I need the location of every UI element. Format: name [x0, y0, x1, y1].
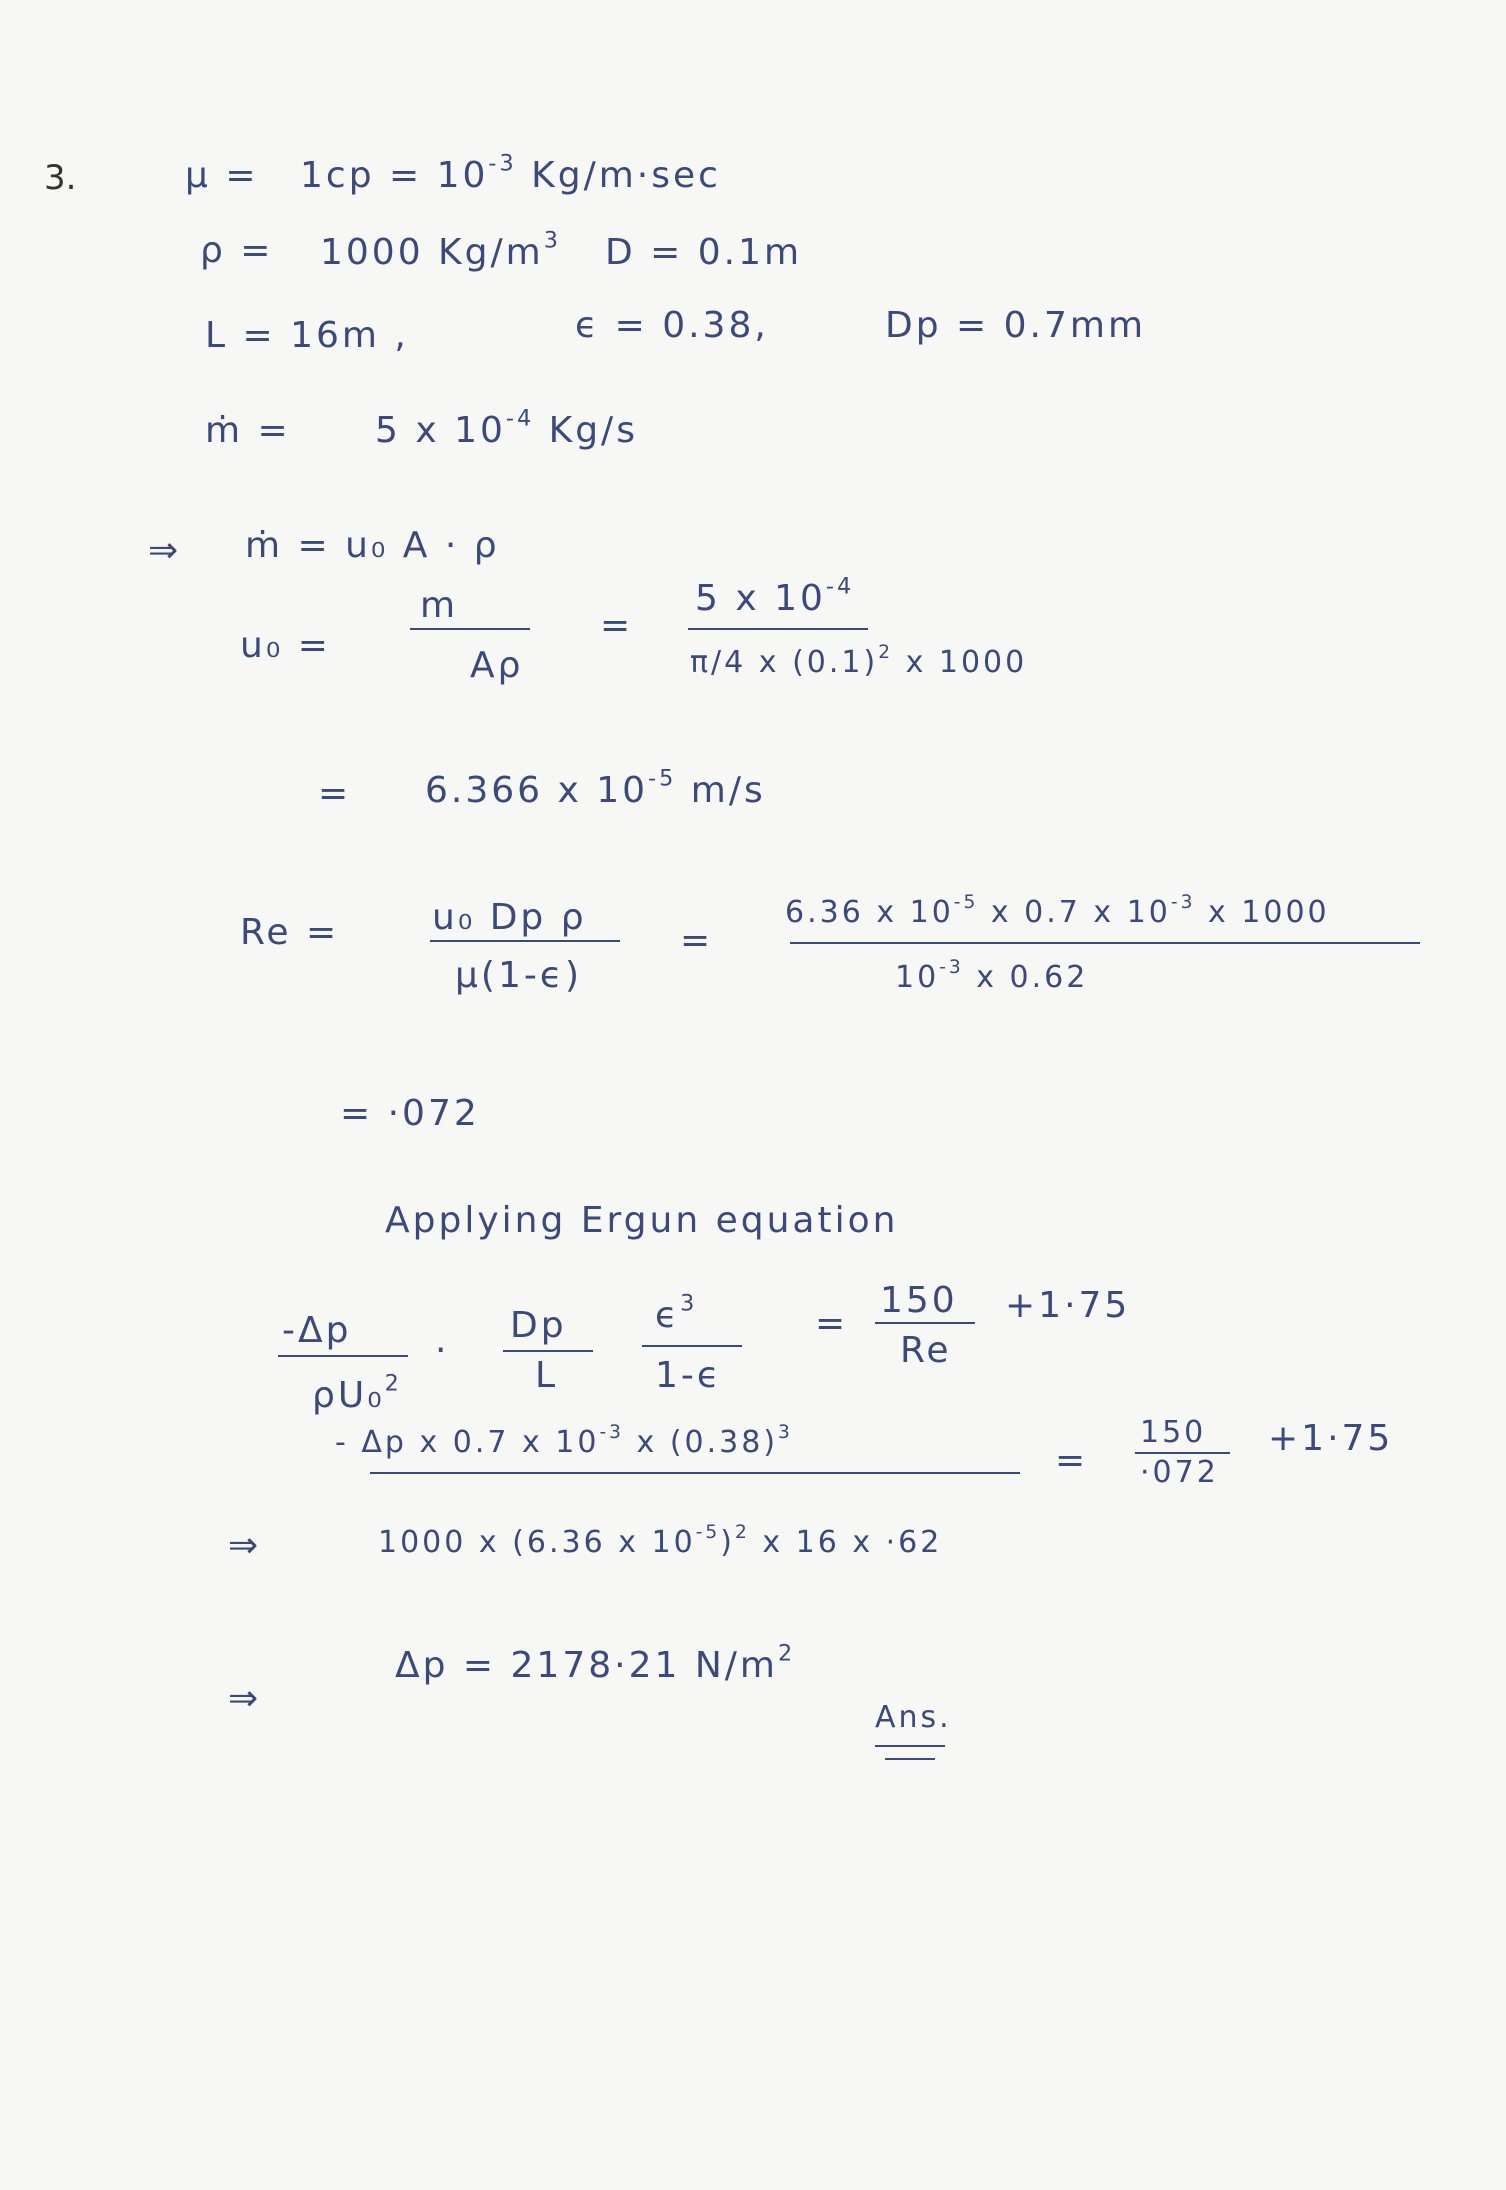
- particle-diameter-value: Dp = 0.7mm: [885, 305, 1147, 346]
- substitution-bar: [370, 1472, 1020, 1474]
- implies-arrow-2: ⇒: [228, 1525, 262, 1566]
- substitution-rhs-plus: +1·75: [1268, 1418, 1394, 1459]
- substitution-rhs-numerator: 150: [1140, 1415, 1207, 1450]
- problem-number: 3.: [44, 158, 77, 198]
- reynolds-substituted-denominator: $10^{-3}$ x 0.62: [895, 957, 1089, 995]
- mass-flow-value: 5 x $10^{-4}$ Kg/s: [375, 405, 638, 451]
- ergun-rhs-numerator: 150: [880, 1280, 958, 1321]
- reynolds-substituted-numerator: 6.36 x $10^{-5}$ x 0.7 x $10^{-3}$ x 1000: [785, 892, 1330, 930]
- velocity-result: 6.366 x $10^{-5}$ m/s: [425, 765, 766, 811]
- reynolds-label: Re =: [240, 912, 340, 953]
- ergun-lhs-bar: [278, 1355, 408, 1357]
- reynolds-frac-denominator: μ(1-ϵ): [455, 955, 583, 996]
- ergun-dp-denominator: L: [535, 1355, 559, 1396]
- u0-label: u₀ =: [240, 625, 331, 666]
- frac1-denominator: Aρ: [470, 645, 524, 686]
- diameter-value: D = 0.1m: [605, 232, 803, 273]
- reynolds-equals: =: [680, 920, 714, 961]
- ergun-eps-denominator: 1-ϵ: [655, 1355, 723, 1396]
- reynolds-frac-numerator: u₀ Dp ρ: [432, 897, 587, 938]
- frac-equals: =: [600, 605, 634, 646]
- frac1-bar: [410, 628, 530, 630]
- answer-underline-1: [875, 1745, 945, 1747]
- ergun-eps-numerator: $\epsilon^3$: [655, 1290, 698, 1336]
- reynolds-frac-bar: [430, 940, 620, 942]
- ergun-rhs-denominator: Re: [900, 1330, 952, 1371]
- substitution-numerator: - Δp x 0.7 x $10^{-3}$ x $(0.38)^3$: [335, 1422, 793, 1460]
- frac2-bar: [688, 628, 868, 630]
- answer-value: Δp = 2178·21 $N/m^2$: [395, 1640, 796, 1686]
- frac2-denominator: π/4 x $(0.1)^2$ x 1000: [690, 642, 1028, 680]
- answer-label: Ans.: [875, 1700, 952, 1735]
- ergun-equals: =: [815, 1303, 849, 1344]
- frac2-numerator: 5 x $10^{-4}$: [695, 573, 855, 619]
- substitution-rhs-denominator: ·072: [1140, 1455, 1219, 1490]
- substitution-equals: =: [1055, 1440, 1089, 1481]
- ergun-eps-bar: [642, 1345, 742, 1347]
- mu-label: μ =: [185, 155, 259, 196]
- substitution-denominator: 1000 x (6.36 x $10^{-5})^2$ x 16 x ·62: [378, 1522, 943, 1560]
- frac1-numerator: m: [420, 585, 459, 626]
- ergun-lhs-denominator: ρU₀$^2$: [312, 1370, 402, 1416]
- velocity-result-equals: =: [318, 773, 352, 814]
- ergun-rhs-plus: +1·75: [1005, 1285, 1131, 1326]
- mu-value: $1cp = 10^{-3}$ Kg/m·sec: [300, 150, 721, 196]
- mass-flow-equation: ṁ = u₀ A · ρ: [245, 525, 500, 566]
- rho-label: ρ =: [200, 230, 274, 271]
- reynolds-substituted-bar: [790, 942, 1420, 944]
- implies-arrow-3: ⇒: [228, 1678, 262, 1719]
- voidage-value: ϵ = 0.38,: [575, 305, 769, 346]
- ergun-lhs-numerator: -Δp: [282, 1310, 352, 1351]
- rho-value: 1000 $Kg/m^3$: [320, 227, 561, 273]
- ergun-dp-bar: [503, 1350, 593, 1352]
- length-value: L = 16m ,: [205, 315, 409, 356]
- reynolds-result: = ·072: [340, 1093, 480, 1134]
- implies-arrow-1: ⇒: [148, 530, 182, 571]
- answer-underline-2: [885, 1758, 935, 1760]
- ergun-dp-numerator: Dp: [510, 1305, 567, 1346]
- ergun-heading: Applying Ergun equation: [385, 1200, 899, 1241]
- mass-flow-label: ṁ =: [205, 410, 291, 451]
- ergun-rhs-bar: [875, 1322, 975, 1324]
- ergun-dot: ·: [435, 1330, 450, 1371]
- substitution-rhs-bar: [1135, 1452, 1230, 1454]
